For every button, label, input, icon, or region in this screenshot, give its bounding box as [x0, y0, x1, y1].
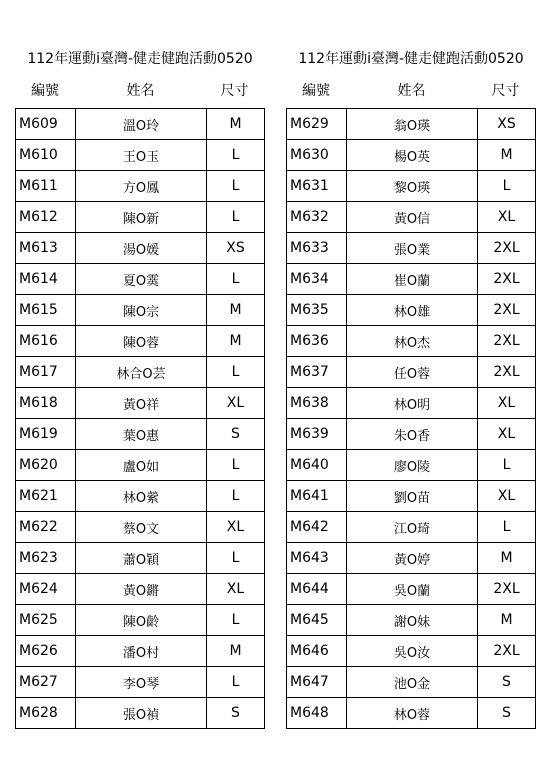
participant-name: 林O蓉 — [347, 698, 478, 729]
participant-name: 蔡O文 — [76, 512, 207, 543]
participant-name: 王O玉 — [76, 140, 207, 171]
shirt-size: 2XL — [478, 295, 536, 326]
participant-number: M637 — [287, 357, 347, 388]
table-row — [16, 171, 265, 202]
table-row — [287, 388, 536, 419]
shirt-size: 2XL — [478, 574, 536, 605]
shirt-size: 2XL — [478, 264, 536, 295]
participant-number: M647 — [287, 667, 347, 698]
participant-number: M631 — [287, 171, 347, 202]
table-row — [16, 605, 265, 636]
participant-number: M620 — [16, 450, 76, 481]
header-size: 尺寸 — [220, 83, 249, 99]
table-row — [287, 171, 536, 202]
participant-name: 崔O蘭 — [347, 264, 478, 295]
document-title: 112年運動i臺灣-健走健跑活動0520 — [27, 51, 253, 67]
participant-number: M619 — [16, 419, 76, 450]
shirt-size: L — [207, 140, 265, 171]
participant-number: M614 — [16, 264, 76, 295]
roster-table-body — [16, 109, 265, 729]
participant-number: M628 — [16, 698, 76, 729]
shirt-size: 2XL — [478, 326, 536, 357]
shirt-size: M — [478, 605, 536, 636]
roster-table — [15, 108, 265, 729]
shirt-size: M — [207, 109, 265, 140]
participant-name: 湯O媛 — [76, 233, 207, 264]
participant-number: M636 — [287, 326, 347, 357]
shirt-size: L — [207, 264, 265, 295]
roster-table-body — [287, 109, 536, 729]
table-row — [16, 109, 265, 140]
shirt-size: XL — [478, 419, 536, 450]
participant-name: 林O明 — [347, 388, 478, 419]
table-row — [16, 295, 265, 326]
table-row — [16, 636, 265, 667]
participant-name: 陳O宗 — [76, 295, 207, 326]
table-row — [287, 481, 536, 512]
table-row — [16, 357, 265, 388]
shirt-size: L — [478, 450, 536, 481]
table-row — [287, 202, 536, 233]
participant-name: 林O雄 — [347, 295, 478, 326]
participant-name: 夏O霙 — [76, 264, 207, 295]
header-number: 編號 — [31, 83, 59, 99]
participant-number: M623 — [16, 543, 76, 574]
participant-number: M635 — [287, 295, 347, 326]
participant-number: M629 — [287, 109, 347, 140]
participant-number: M618 — [16, 388, 76, 419]
table-row — [287, 357, 536, 388]
participant-number: M617 — [16, 357, 76, 388]
shirt-size: L — [207, 667, 265, 698]
table-row — [287, 512, 536, 543]
participant-number: M644 — [287, 574, 347, 605]
participant-name: 方O鳳 — [76, 171, 207, 202]
participant-name: 江O琦 — [347, 512, 478, 543]
table-row — [16, 481, 265, 512]
participant-name: 林O縈 — [76, 481, 207, 512]
table-row — [16, 264, 265, 295]
participant-name: 張O業 — [347, 233, 478, 264]
participant-number: M643 — [287, 543, 347, 574]
shirt-size: XL — [207, 574, 265, 605]
shirt-size: 2XL — [478, 233, 536, 264]
participant-name: 吳O蘭 — [347, 574, 478, 605]
table-row — [287, 450, 536, 481]
shirt-size: 2XL — [478, 636, 536, 667]
participant-name: 葉O惠 — [76, 419, 207, 450]
shirt-size: S — [478, 698, 536, 729]
participant-name: 黎O瑛 — [347, 171, 478, 202]
participant-number: M627 — [16, 667, 76, 698]
participant-number: M626 — [16, 636, 76, 667]
table-row — [16, 450, 265, 481]
participant-number: M611 — [16, 171, 76, 202]
shirt-size: M — [478, 140, 536, 171]
table-row — [287, 109, 536, 140]
participant-name: 謝O妹 — [347, 605, 478, 636]
participant-number: M621 — [16, 481, 76, 512]
participant-name: 朱O香 — [347, 419, 478, 450]
shirt-size: S — [207, 698, 265, 729]
table-row — [287, 326, 536, 357]
shirt-size: XL — [478, 481, 536, 512]
shirt-size: 2XL — [478, 357, 536, 388]
table-row — [16, 698, 265, 729]
shirt-size: XS — [478, 109, 536, 140]
shirt-size: L — [207, 202, 265, 233]
table-row — [16, 388, 265, 419]
shirt-size: L — [478, 512, 536, 543]
participant-number: M640 — [287, 450, 347, 481]
participant-number: M642 — [287, 512, 347, 543]
shirt-size: S — [207, 419, 265, 450]
participant-number: M613 — [16, 233, 76, 264]
participant-name: 陳O新 — [76, 202, 207, 233]
participant-number: M634 — [287, 264, 347, 295]
shirt-size: S — [478, 667, 536, 698]
participant-number: M645 — [287, 605, 347, 636]
table-row — [287, 574, 536, 605]
table-row — [16, 233, 265, 264]
header-size: 尺寸 — [491, 83, 520, 99]
table-row — [287, 295, 536, 326]
participant-name: 盧O如 — [76, 450, 207, 481]
participant-name: 李O琴 — [76, 667, 207, 698]
participant-name: 廖O陵 — [347, 450, 478, 481]
shirt-size: M — [207, 295, 265, 326]
header-name: 姓名 — [126, 83, 155, 99]
participant-number: M639 — [287, 419, 347, 450]
participant-number: M615 — [16, 295, 76, 326]
participant-name: 池O金 — [347, 667, 478, 698]
shirt-size: XL — [478, 388, 536, 419]
participant-name: 黃O鏘 — [76, 574, 207, 605]
roster-table — [286, 108, 536, 729]
participant-number: M638 — [287, 388, 347, 419]
participant-name: 林合O芸 — [76, 357, 207, 388]
table-row — [287, 605, 536, 636]
participant-number: M633 — [287, 233, 347, 264]
shirt-size: XL — [207, 512, 265, 543]
document-title: 112年運動i臺灣-健走健跑活動0520 — [298, 51, 524, 67]
table-row — [287, 264, 536, 295]
shirt-size: M — [478, 543, 536, 574]
table-row — [16, 326, 265, 357]
participant-number: M609 — [16, 109, 76, 140]
shirt-size: L — [207, 605, 265, 636]
participant-name: 翁O瑛 — [347, 109, 478, 140]
shirt-size: XL — [478, 202, 536, 233]
shirt-size: M — [207, 636, 265, 667]
participant-name: 張O禎 — [76, 698, 207, 729]
table-row — [287, 667, 536, 698]
shirt-size: L — [478, 171, 536, 202]
shirt-size: L — [207, 171, 265, 202]
participant-name: 劉O苗 — [347, 481, 478, 512]
header-name: 姓名 — [397, 83, 426, 99]
shirt-size: L — [207, 450, 265, 481]
participant-number: M632 — [287, 202, 347, 233]
participant-name: 楊O英 — [347, 140, 478, 171]
participant-number: M624 — [16, 574, 76, 605]
participant-number: M630 — [287, 140, 347, 171]
table-row — [287, 140, 536, 171]
table-row — [287, 543, 536, 574]
table-row — [16, 512, 265, 543]
column-headers — [15, 80, 265, 100]
header-number: 編號 — [302, 83, 330, 99]
shirt-size: M — [207, 326, 265, 357]
participant-number: M641 — [287, 481, 347, 512]
table-row — [287, 233, 536, 264]
shirt-size: L — [207, 481, 265, 512]
participant-number: M612 — [16, 202, 76, 233]
participant-name: 黃O祥 — [76, 388, 207, 419]
table-row — [16, 140, 265, 171]
table-row — [16, 574, 265, 605]
participant-name: 任O蓉 — [347, 357, 478, 388]
participant-name: 林O杰 — [347, 326, 478, 357]
participant-name: 黃O信 — [347, 202, 478, 233]
table-row — [287, 698, 536, 729]
participant-name: 蕭O穎 — [76, 543, 207, 574]
shirt-size: L — [207, 543, 265, 574]
table-row — [16, 202, 265, 233]
participant-number: M625 — [16, 605, 76, 636]
participant-name: 黃O婷 — [347, 543, 478, 574]
table-row — [16, 543, 265, 574]
participant-number: M622 — [16, 512, 76, 543]
participant-number: M610 — [16, 140, 76, 171]
participant-number: M646 — [287, 636, 347, 667]
table-row — [287, 636, 536, 667]
participant-number: M616 — [16, 326, 76, 357]
table-row — [287, 419, 536, 450]
table-row — [16, 419, 265, 450]
participant-name: 潘O村 — [76, 636, 207, 667]
shirt-size: XS — [207, 233, 265, 264]
participant-number: M648 — [287, 698, 347, 729]
participant-name: 吳O汝 — [347, 636, 478, 667]
table-row — [16, 667, 265, 698]
column-headers — [286, 80, 536, 100]
participant-name: 溫O玲 — [76, 109, 207, 140]
participant-name: 陳O蓉 — [76, 326, 207, 357]
participant-name: 陳O齡 — [76, 605, 207, 636]
shirt-size: XL — [207, 388, 265, 419]
shirt-size: L — [207, 357, 265, 388]
